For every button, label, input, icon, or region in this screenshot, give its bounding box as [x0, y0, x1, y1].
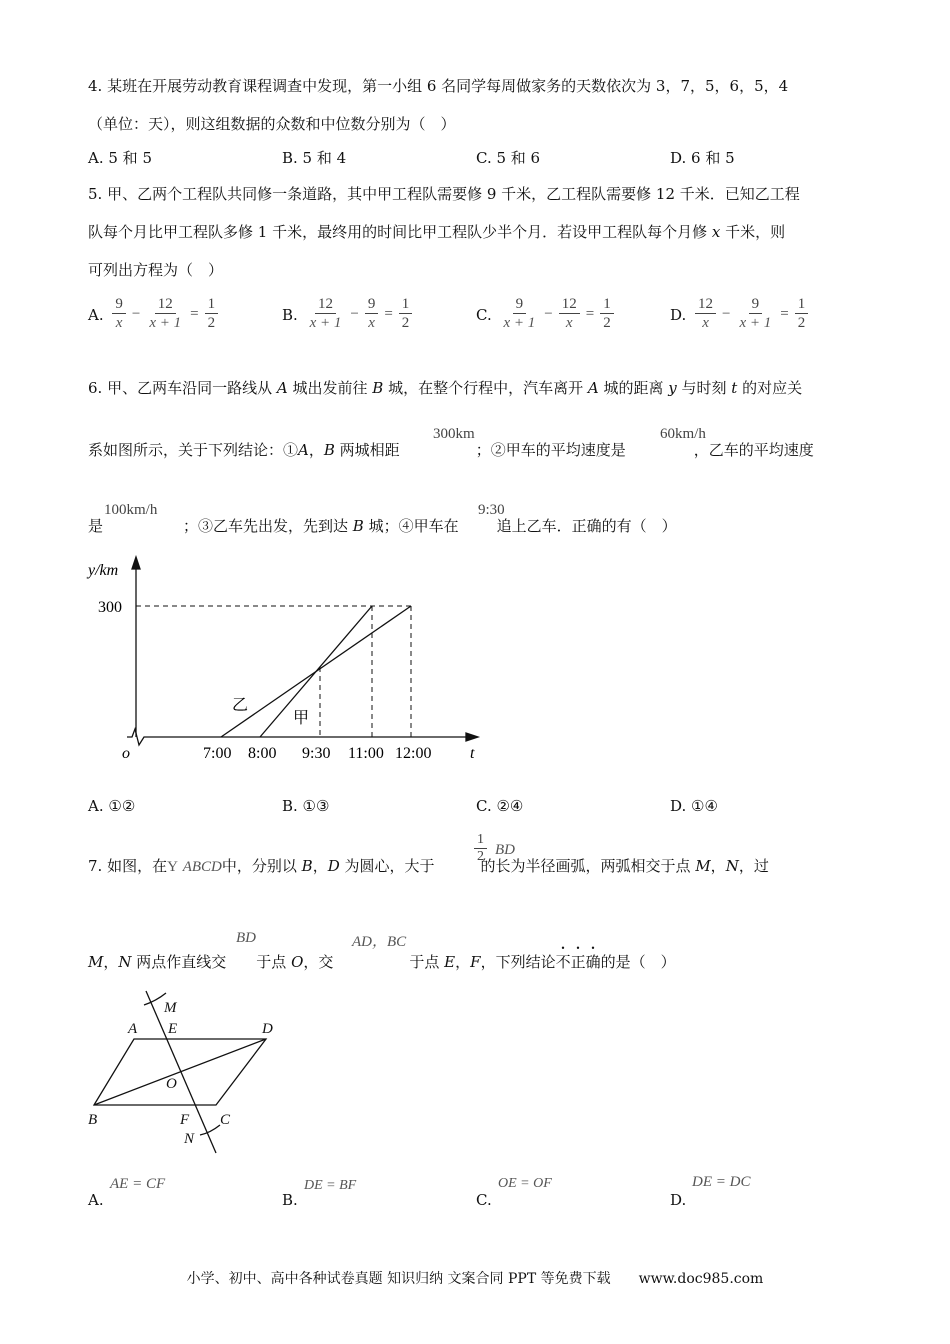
page-footer: 小学、初中、高中各种试卷真题 知识归纳 文案合同 PPT 等免费下载 www.doc985.com	[186, 1271, 764, 1287]
x-tick-800: 8:00	[248, 745, 277, 762]
q4-option-b: B. 5 和 4	[282, 149, 347, 167]
fig-label-c: C	[220, 1112, 231, 1128]
q7-option-d-letter: D.	[670, 1191, 687, 1209]
fig-label-f: F	[180, 1112, 190, 1128]
q7-option-c: OE = OF	[498, 1176, 552, 1191]
q6-distance-value: 300km	[433, 426, 475, 442]
q7-bd-label-2: BD	[236, 930, 256, 946]
fig-label-b: B	[88, 1112, 98, 1128]
q7-option-a: AE = CF	[110, 1176, 166, 1192]
line-jia	[260, 606, 372, 737]
x-tick-1100: 11:00	[348, 745, 384, 762]
x-tick-930: 9:30	[302, 745, 331, 762]
q6-time-value: 9:30	[478, 502, 505, 518]
q4-line1: 4. 某班在开展劳动教育课程调查中发现，第一小组 6 名同学每周做家务的天数依次为 3，7，5，6，5，4	[88, 77, 789, 95]
q6-option-a: A. ①②	[88, 797, 136, 815]
q7-option-b: DE = BF	[304, 1178, 357, 1193]
q7-option-a-letter: A.	[88, 1191, 104, 1209]
x-axis-label: t	[470, 745, 475, 762]
q6-line1: 6. 甲、乙两车沿同一路线从 A 城出发前往 B 城，在整个行程中，汽车离开 A 城的距离 y 与时刻 t 的对应关	[88, 379, 803, 397]
fig-label-a: A	[128, 1021, 138, 1037]
q4-option-d: D. 6 和 5	[670, 149, 735, 167]
q7-bd-label: BD	[495, 842, 515, 858]
q6-speed-yi-value: 100km/h	[104, 502, 158, 518]
q6-speed-jia-value: 60km/h	[660, 426, 706, 442]
parallelogram-figure	[80, 985, 300, 1160]
q5-option-c: C. $\frac{9}{x + 1}$ − $\frac{12}{x}$ = $\frac{1}{2}$	[476, 293, 614, 332]
q5-option-b: B. $\frac{12}{x + 1}$ − $\frac{9}{x}$ = $\frac{1}{2}$	[282, 293, 412, 332]
q7-ad-bc-label: AD，BC	[352, 934, 407, 950]
arc-mark-n	[200, 1125, 220, 1135]
x-axis-arrow-icon	[466, 733, 478, 741]
q5-line2: 队每个月比甲工程队多修 1 千米，最终用的时间比甲工程队少半个月．若设甲工程队每个月修 x 千米，则	[88, 223, 786, 241]
distance-time-graph	[80, 555, 500, 770]
q4-option-a: A. 5 和 5	[88, 149, 152, 167]
q7-option-c-letter: C.	[476, 1191, 492, 1209]
q6-option-b: B. ①③	[282, 797, 330, 815]
fig-label-d: D	[262, 1021, 273, 1037]
q4-line2: （单位：天），则这组数据的众数和中位数分别为（ ）	[88, 115, 456, 133]
line-mn	[146, 991, 216, 1153]
fig-label-o: O	[166, 1076, 177, 1092]
q5-line1: 5. 甲、乙两个工程队共同修一条道路，其中甲工程队需要修 9 千米，乙工程队需要修 12 千米．已知乙工程	[88, 185, 800, 203]
emphasis-not-correct: 不正确	[555, 953, 601, 971]
fig-label-m: M	[164, 1000, 177, 1016]
fig-label-e: E	[168, 1021, 178, 1037]
q5-option-d: D. $\frac{12}{x}$ − $\frac{9}{x + 1}$ = $\frac{1}{2}$	[670, 293, 808, 332]
x-axis	[127, 729, 472, 745]
q7-line2: M，N 两点作直线交 于点 O，交 于点 E，F，下列结论不正确的是（ ）	[88, 953, 676, 971]
q5-option-a: A. $\frac{9}{x}$ − $\frac{12}{x + 1}$ = $\frac{1}{2}$	[88, 293, 218, 332]
y-tick-300: 300	[98, 599, 122, 616]
fig-label-n: N	[184, 1131, 195, 1147]
q7-option-d: DE = DC	[692, 1174, 751, 1190]
q4-option-c: C. 5 和 6	[476, 149, 541, 167]
q6-option-d: D. ①④	[670, 797, 718, 815]
q7-line1: 7. 如图，在Y ABCD中，分别以 B，D 为圆心，大于 的长为半径画弧，两弧相交于点 M，N，过	[88, 857, 769, 875]
q6-line2: 系如图所示，关于下列结论：①A，B 两城相距 ；②甲车的平均速度是 ，乙车的平均速度	[88, 441, 814, 459]
x-tick-1200: 12:00	[395, 745, 432, 762]
q7-half-fraction: $\frac{1}{2}$	[474, 832, 487, 865]
q7-option-b-letter: B.	[282, 1191, 298, 1209]
label-yi: 乙	[232, 697, 249, 714]
q6-option-c: C. ②④	[476, 797, 524, 815]
x-tick-700: 7:00	[203, 745, 232, 762]
q6-line3: 是 ；③乙车先出发，先到达 B 城；④甲车在 追上乙车．正确的有（ ）	[88, 517, 677, 535]
y-axis-label: y/km	[88, 562, 119, 579]
label-jia: 甲	[293, 710, 310, 727]
q5-line3: 可列出方程为（ ）	[88, 261, 224, 279]
origin-label: o	[122, 745, 130, 762]
y-axis-arrow-icon	[132, 557, 140, 569]
